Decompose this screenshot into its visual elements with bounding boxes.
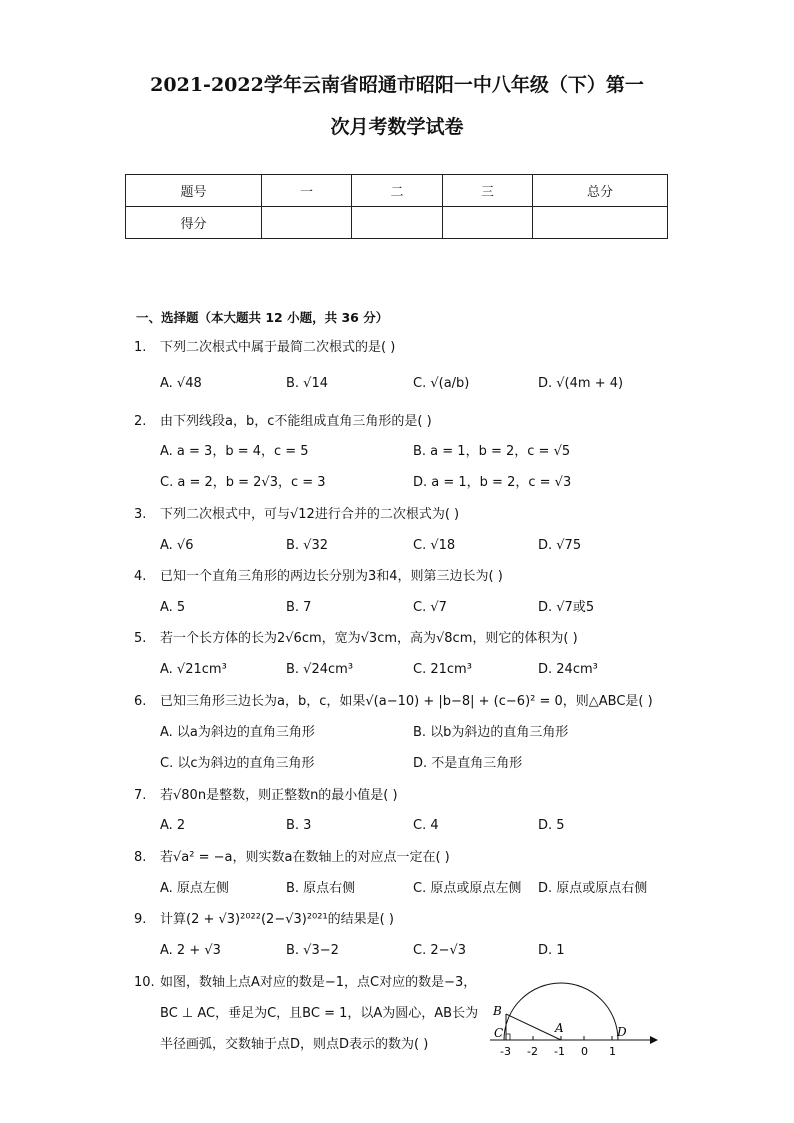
option: A. √48 bbox=[160, 376, 202, 391]
option: A. 5 bbox=[160, 600, 186, 615]
option: D. a = 1，b = 2，c = √3 bbox=[413, 475, 572, 490]
question-1: 1. 下列二次根式中属于最简二次根式的是( ) bbox=[134, 340, 396, 355]
question-10-line-3: 半径画弧，交数轴于点D，则点D表示的数为( ) bbox=[160, 1037, 429, 1052]
score-cell[interactable] bbox=[533, 207, 668, 239]
tick-label: -3 bbox=[500, 1045, 511, 1058]
option: C. √(a/b) bbox=[413, 376, 470, 391]
score-cell[interactable] bbox=[262, 207, 352, 239]
option: C. 21cm³ bbox=[413, 662, 472, 677]
score-cell[interactable] bbox=[352, 207, 443, 239]
option: D. 1 bbox=[538, 943, 565, 958]
question-8: 8. 若√a² = −a，则实数a在数轴上的对应点一定在( ) bbox=[134, 850, 450, 865]
question-10: 10. 如图，数轴上点A对应的数是−1，点C对应的数是−3， bbox=[134, 975, 477, 990]
option: A. a = 3，b = 4，c = 5 bbox=[160, 444, 309, 459]
option: B. √24cm³ bbox=[286, 662, 354, 677]
label-c: C bbox=[494, 1026, 504, 1040]
question-5: 5. 若一个长方体的长为2√6cm，宽为√3cm，高为√8cm，则它的体积为( ) bbox=[134, 631, 578, 646]
option: C. 4 bbox=[413, 818, 439, 833]
option: B. 3 bbox=[286, 818, 312, 833]
option: D. 5 bbox=[538, 818, 565, 833]
header-cell: 一 bbox=[262, 175, 352, 207]
right-angle-marker bbox=[506, 1034, 510, 1040]
option: A. 2 bbox=[160, 818, 186, 833]
option: C. √18 bbox=[413, 538, 456, 553]
score-table-score-row bbox=[126, 207, 668, 239]
option: C. 原点或原点左侧 bbox=[413, 881, 522, 896]
question-6: 6. 已知三角形三边长为a，b，c，如果√(a−10) + |b−8| + (c−6)² = 0，则△ABC是( ) bbox=[134, 694, 653, 709]
option: B. 以b为斜边的直角三角形 bbox=[413, 725, 569, 740]
axis-arrow-icon bbox=[650, 1036, 658, 1044]
question-7: 7. 若√80n是整数，则正整数n的最小值是( ) bbox=[134, 788, 398, 803]
header-cell: 总分 bbox=[533, 175, 668, 207]
question-2: 2. 由下列线段a，b，c不能组成直角三角形的是( ) bbox=[134, 414, 432, 429]
label-d: D bbox=[617, 1025, 627, 1039]
header-cell: 三 bbox=[443, 175, 533, 207]
tick-label: 1 bbox=[609, 1045, 616, 1058]
option: B. a = 1，b = 2，c = √5 bbox=[413, 444, 571, 459]
header-cell: 二 bbox=[352, 175, 443, 207]
option: B. 原点右侧 bbox=[286, 881, 356, 896]
option: B. √32 bbox=[286, 538, 329, 553]
tick-label: -1 bbox=[554, 1045, 565, 1058]
question-3: 3. 下列二次根式中，可与√12进行合并的二次根式为( ) bbox=[134, 507, 460, 522]
page-title-line-2: 次月考数学试卷 bbox=[330, 116, 464, 138]
option: A. 原点左侧 bbox=[160, 881, 229, 896]
option: C. √7 bbox=[413, 600, 447, 615]
tick-label: 0 bbox=[581, 1045, 588, 1058]
option: A. √21cm³ bbox=[160, 662, 227, 677]
question-4: 4. 已知一个直角三角形的两边长分别为3和4，则第三边长为( ) bbox=[134, 569, 503, 584]
option: C. a = 2，b = 2√3，c = 3 bbox=[160, 475, 326, 490]
number-line-diagram bbox=[488, 974, 664, 1060]
option: D. 原点或原点右侧 bbox=[538, 881, 648, 896]
option: D. 不是直角三角形 bbox=[413, 756, 523, 771]
page-title-line-1: 2021-2022学年云南省昭通市昭阳一中八年级（下）第一 bbox=[150, 74, 644, 96]
score-row-label: 得分 bbox=[126, 207, 262, 239]
section-heading: 一、选择题（本大题共 12 小题，共 36 分） bbox=[136, 310, 389, 325]
tick-label: -2 bbox=[527, 1045, 538, 1058]
question-10-line-2: BC ⊥ AC，垂足为C，且BC = 1，以A为圆心，AB长为 bbox=[160, 1006, 479, 1021]
option: C. 以c为斜边的直角三角形 bbox=[160, 756, 315, 771]
question-9: 9. 计算(2 + √3)²⁰²²(2−√3)²⁰²¹的结果是( ) bbox=[134, 912, 394, 927]
option: B. 7 bbox=[286, 600, 312, 615]
option: D. √(4m + 4) bbox=[538, 376, 624, 391]
option: B. √3−2 bbox=[286, 943, 339, 958]
option: D. √75 bbox=[538, 538, 582, 553]
option: C. 2−√3 bbox=[413, 943, 467, 958]
label-b: B bbox=[493, 1004, 502, 1018]
option: D. √7或5 bbox=[538, 600, 595, 615]
score-cell[interactable] bbox=[443, 207, 533, 239]
score-table-header-row bbox=[126, 175, 668, 207]
score-table bbox=[125, 174, 668, 239]
option: B. √14 bbox=[286, 376, 329, 391]
option: A. 2 + √3 bbox=[160, 943, 221, 958]
option: A. √6 bbox=[160, 538, 194, 553]
option: D. 24cm³ bbox=[538, 662, 598, 677]
label-a: A bbox=[555, 1021, 564, 1035]
option: A. 以a为斜边的直角三角形 bbox=[160, 725, 315, 740]
header-cell: 题号 bbox=[126, 175, 262, 207]
